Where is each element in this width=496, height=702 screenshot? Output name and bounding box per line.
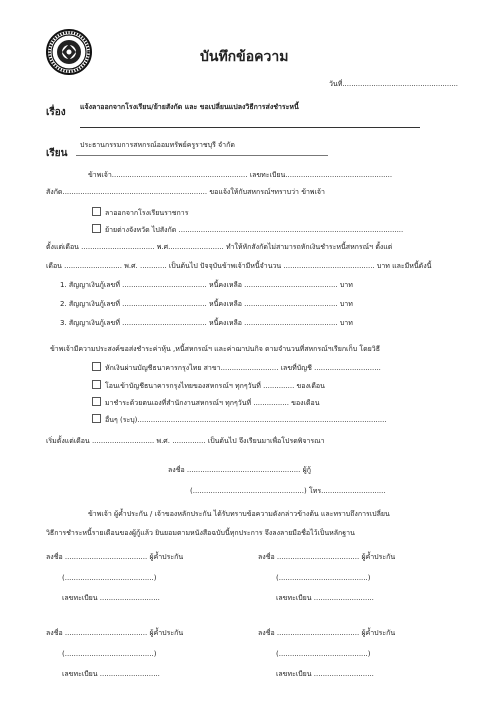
transfer-method-checkbox[interactable] — [92, 380, 101, 389]
guarantor-1-sign: ลงชื่อ ..................................... ผู้ค้ำประกัน — [46, 553, 184, 561]
method-other-label: อื่นๆ (ระบุ)................................................................................................................ — [105, 416, 387, 424]
date-line: วันที่.................................................... — [329, 80, 459, 88]
subject-text: แจ้งลาออกจากโรงเรียน/ย้ายสังกัด และ ขอเปลี่ยนแปลงวิธีการส่งชำระหนี้ — [80, 103, 299, 111]
start-line: เริ่มตั้งแต่เดือน ............................ พ.ศ. ............... เป็นต้นไป จึงเรียนมาเพื่อโปรดพิจารณา — [46, 437, 325, 445]
method-bank-deduct-label: หักเงินผ่านบัญชีธนาคารกรุงไทย สาขา.......................... เลขที่บัญชี .............................. — [105, 364, 381, 372]
body-line-debt: เดือน .......................... พ.ศ. ............ เป็นต้นไป ปัจจุบันข้าพเจ้ามีหนี้จำนวน ......................................... บาท และมีหนี้ดังนี้ — [46, 262, 432, 270]
recipient-rule — [76, 155, 328, 156]
guarantor-2-sign: ลงชื่อ ..................................... ผู้ค้ำประกัน — [258, 553, 396, 561]
member-sign-line: ลงชื่อ ................................................... ผู้กู้ — [168, 466, 311, 474]
method-other[interactable] — [92, 414, 387, 425]
option-transfer-label: ย้ายต่างจังหวัด ไปสังกัด ..................................................................................................... — [105, 226, 404, 234]
method-transfer-label: โอนเข้าบัญชีธนาคารกรุงไทยของสหกรณ์ฯ ทุกๆวันที่ .............. ของเดือน — [105, 382, 325, 390]
guarantor-4-name: (........................................) — [276, 650, 371, 658]
method-transfer[interactable] — [92, 380, 325, 391]
transfer-checkbox[interactable] — [92, 224, 101, 233]
guarantor-3-reg: เลขทะเบียน ........................... — [62, 670, 160, 678]
body-line-name: ข้าพเจ้า............................................................. เลขทะเบียน................................................ — [88, 171, 393, 179]
payment-intent: ข้าพเจ้ามีความประสงค์ขอส่งชำระค่าหุ้น ,หนี้สหกรณ์ฯ และค่าฌาปนกิจ ตามจำนวนที่สหกรณ์ฯเรียกเก็บ โดยวิธี — [50, 345, 380, 353]
loan-item-1: 1. สัญญาเงินกู้เลขที่ ...................................... หนี้คงเหลือ .......................................... บาท — [60, 281, 353, 289]
other-checkbox[interactable] — [92, 414, 101, 423]
cooperative-seal-logo — [46, 29, 92, 75]
option-transfer[interactable] — [92, 224, 403, 235]
guarantor-3-sign: ลงชื่อ ..................................... ผู้ค้ำประกัน — [46, 629, 184, 637]
option-resign-label: ลาออกจากโรงเรียนราชการ — [105, 209, 189, 217]
bank-deduct-checkbox[interactable] — [92, 362, 101, 371]
recipient-label: เรียน — [46, 148, 68, 159]
guarantor-statement-2: วิธีการชำระหนี้รายเดือนของผู้กู้แล้ว ยินยอมตามหนังสือฉบับนี้ทุกประการ จึงลงลายมือชื่อไว้เป็นหลักฐาน — [46, 529, 355, 537]
guarantor-1-name: (........................................) — [62, 574, 157, 582]
subject-rule — [80, 127, 420, 128]
member-name-line: (..................................................) โทร............................. — [190, 487, 386, 495]
method-in-person-label: มาชำระด้วยตนเองที่สำนักงานสหกรณ์ฯ ทุกๆวันที่ ................ ของเดือน — [105, 399, 320, 407]
document-title: บันทึกข้อความ — [200, 49, 289, 65]
guarantor-4-reg: เลขทะเบียน ........................... — [276, 670, 374, 678]
method-in-person[interactable] — [92, 397, 320, 408]
body-line-affiliation: สังกัด................................................................. ขอแจ้งให้กับสหกรณ์ฯทราบว่า ข้าพเจ้า — [46, 188, 325, 196]
recipient-text: ประธานกรรมการสหกรณ์ออมทรัพย์ครูราชบุรี จำกัด — [80, 141, 235, 149]
method-bank-deduct[interactable] — [92, 362, 381, 373]
guarantor-4-sign: ลงชื่อ ..................................... ผู้ค้ำประกัน — [258, 629, 396, 637]
guarantor-1-reg: เลขทะเบียน ........................... — [62, 594, 160, 602]
loan-item-2: 2. สัญญาเงินกู้เลขที่ ...................................... หนี้คงเหลือ .......................................... บาท — [60, 300, 353, 308]
option-resign[interactable] — [92, 207, 188, 218]
guarantor-statement-1: ข้าพเจ้า ผู้ค้ำประกัน / เจ้าของหลักประกัน ได้รับทราบข้อความดังกล่าวข้างต้น และทราบถึงการเปลี่ยน — [88, 510, 390, 518]
resign-checkbox[interactable] — [92, 207, 101, 216]
guarantor-2-reg: เลขทะเบียน ........................... — [276, 594, 374, 602]
body-line-since: ตั้งแต่เดือน ................................. พ.ศ......................... ทำให้หักสังกัดไม่สามารถหักเงินชำระหนี้สหกรณ์ฯ ตั้งแต่ — [46, 243, 393, 251]
loan-item-3: 3. สัญญาเงินกู้เลขที่ ...................................... หนี้คงเหลือ .......................................... บาท — [60, 319, 353, 327]
subject-label: เรื่อง — [46, 107, 66, 118]
in-person-checkbox[interactable] — [92, 397, 101, 406]
guarantor-3-name: (........................................) — [62, 650, 157, 658]
guarantor-2-name: (........................................) — [276, 574, 371, 582]
